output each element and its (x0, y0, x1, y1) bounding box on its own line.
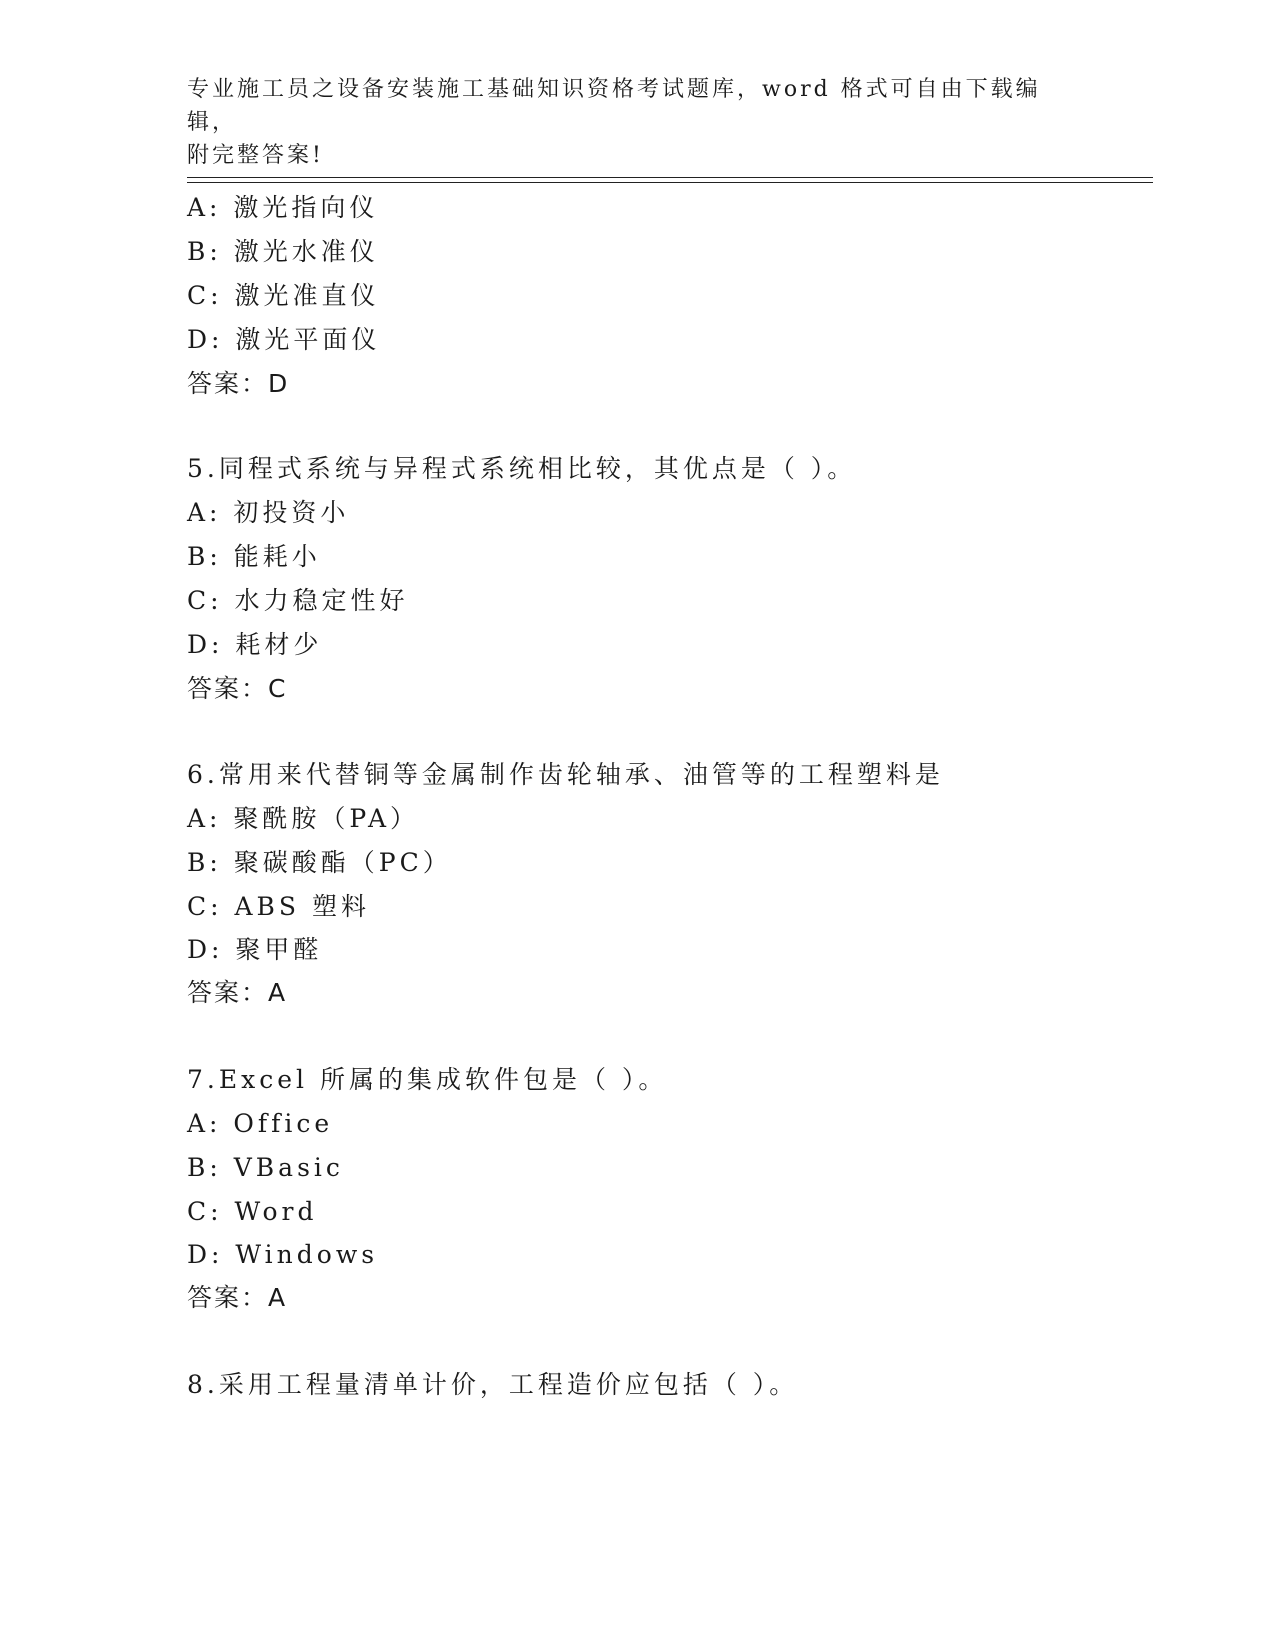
q7-option-a: A: Office (187, 1109, 334, 1138)
header-line-2: 附完整答案! (187, 143, 324, 168)
q5-option-a: A: 初投资小 (187, 498, 350, 527)
q6-option-b: B: 聚碳酸酯（PC） (187, 848, 452, 877)
q4-option-b: B: 激光水准仪 (187, 237, 379, 266)
header-divider-bottom (187, 182, 1153, 183)
q6-option-a: A: 聚酰胺（PA） (187, 804, 420, 833)
q7-option-d: D: Windows (187, 1240, 379, 1269)
q4-answer: 答案：D (187, 369, 290, 398)
q7-answer: 答案：A (187, 1283, 288, 1312)
q7-option-c: C: Word (187, 1197, 318, 1226)
q6-answer: 答案：A (187, 978, 288, 1007)
q6-option-c: C: ABS 塑料 (187, 892, 370, 921)
q6-option-d: D: 聚甲醛 (187, 935, 323, 964)
document-header (187, 73, 1067, 172)
q7-option-b: B: VBasic (187, 1153, 344, 1182)
q5-option-b: B: 能耗小 (187, 542, 321, 571)
q8-question: 8.采用工程量清单计价，工程造价应包括（ ）。 (187, 1370, 799, 1399)
q5-answer: 答案：C (187, 674, 288, 703)
q5-option-c: C: 水力稳定性好 (187, 586, 409, 615)
q4-option-c: C: 激光准直仪 (187, 281, 380, 310)
q5-option-d: D: 耗材少 (187, 630, 323, 659)
q6-question: 6.常用来代替铜等金属制作齿轮轴承、油管等的工程塑料是 (187, 760, 944, 789)
q4-option-d: D: 激光平面仪 (187, 325, 381, 354)
header-line-1: 专业施工员之设备安装施工基础知识资格考试题库，word 格式可自由下载编辑， (187, 77, 1041, 135)
q7-question: 7.Excel 所属的集成软件包是（ ）。 (187, 1065, 668, 1094)
header-divider-top (187, 177, 1153, 178)
q5-question: 5.同程式系统与异程式系统相比较，其优点是（ ）。 (187, 454, 857, 483)
q4-option-a: A: 激光指向仪 (187, 193, 379, 222)
